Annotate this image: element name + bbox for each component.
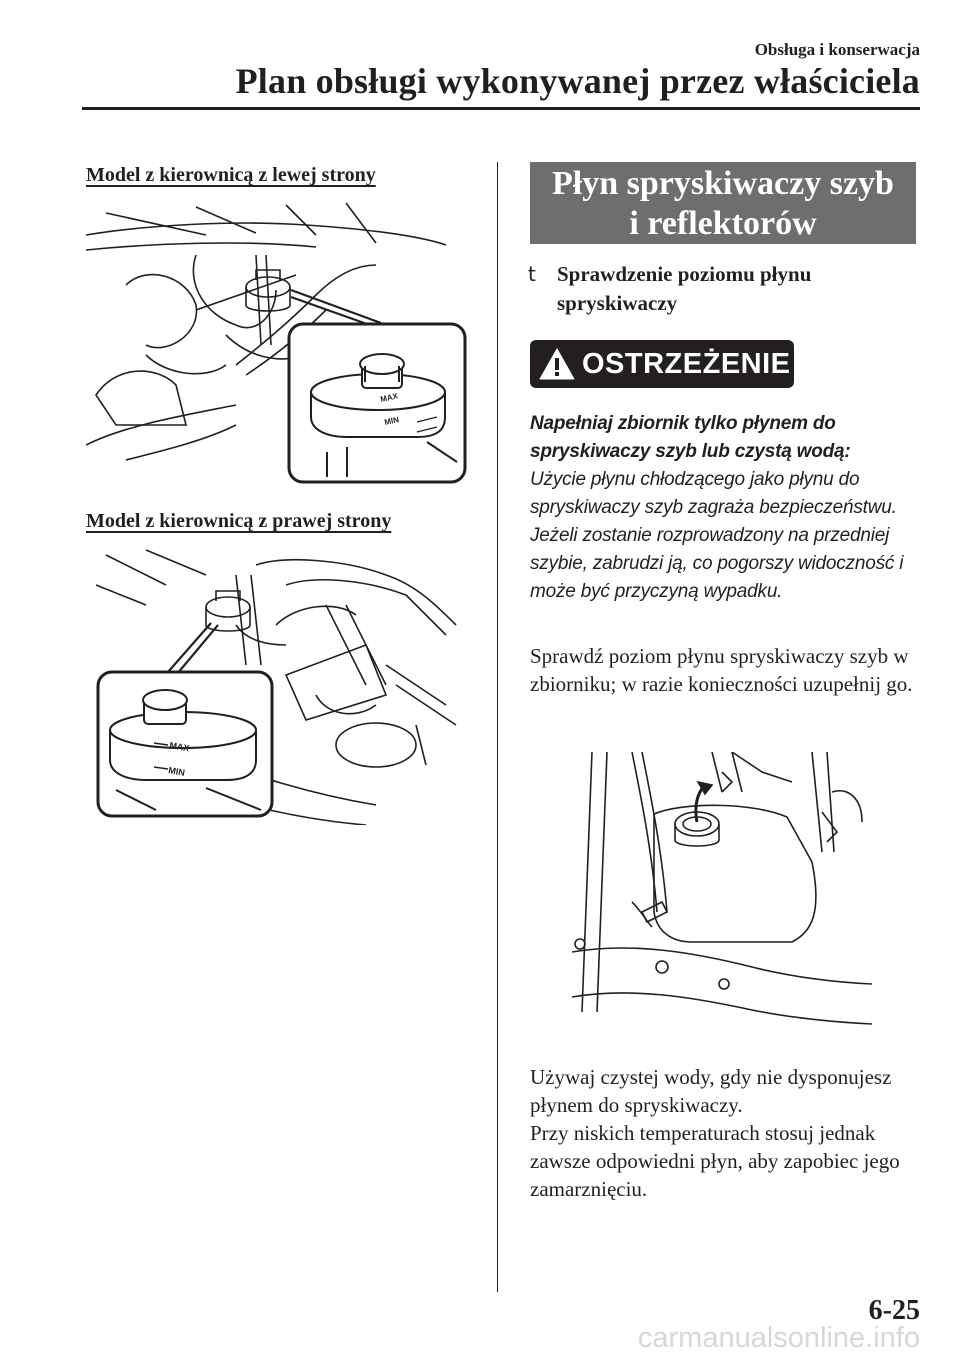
warning-text: [530, 410, 925, 606]
warning-triangle-icon: [538, 347, 576, 381]
lhd-model-caption: Model z kierownicą z lewej strony: [86, 164, 376, 186]
column-divider: [497, 162, 498, 1292]
bullet-marker: t: [528, 262, 536, 286]
warning-label: OSTRZEŻENIE: [582, 347, 791, 380]
banner-line-2: i reflektorów: [629, 205, 817, 242]
header-rule: [82, 107, 920, 110]
chapter-title: Plan obsługi wykonywanej przez właściciela: [235, 61, 920, 101]
lhd-min-label: MIN: [383, 415, 400, 427]
lhd-reservoir-detail-inset: [287, 322, 467, 484]
warning-badge: [530, 340, 794, 388]
rhd-max-label: MAX: [168, 740, 191, 754]
rhd-reservoir-detail-inset: [96, 670, 274, 818]
washer-reservoir-illustration: [572, 752, 872, 1032]
section-banner: [530, 162, 916, 244]
warning-explanation: Użycie płynu chłodzącego jako płynu do spryskiwaczy szyb zagraża bezpieczeństwu. Jeżeli zostanie rozprowadzony na przedniej szybie, zabrudzi ją, co pogorszy widoczność i może być przyczyną wypadku.: [530, 469, 904, 602]
warning-lead: Napełniaj zbiornik tylko płynem do spryskiwaczy szyb lub czystą wodą:: [530, 413, 851, 462]
page-number: 6-25: [868, 1295, 920, 1326]
section-label: Obsługa i konserwacja: [754, 40, 920, 59]
rhd-min-label: MIN: [167, 765, 186, 778]
watermark: carmanualsonline.info: [637, 1322, 920, 1354]
banner-line-1: Płyn spryskiwaczy szyb: [552, 165, 894, 202]
check-paragraph: Sprawdź poziom płynu spryskiwaczy szyb w zbiorniku; w razie konieczności uzupełnij go.: [530, 644, 913, 696]
check-level-heading: Sprawdzenie poziomu płynu spryskiwaczy: [557, 262, 812, 315]
note-paragraph: Używaj czystej wody, gdy nie dysponujesz płynem do spryskiwaczy. Przy niskich temperaturach stosuj jednak zawsze odpowiedni płyn, aby zapobiec jego zamarznięciu.: [530, 1065, 900, 1201]
rhd-model-caption: Model z kierownicą z prawej strony: [86, 510, 392, 532]
lhd-max-label: MAX: [379, 391, 399, 404]
